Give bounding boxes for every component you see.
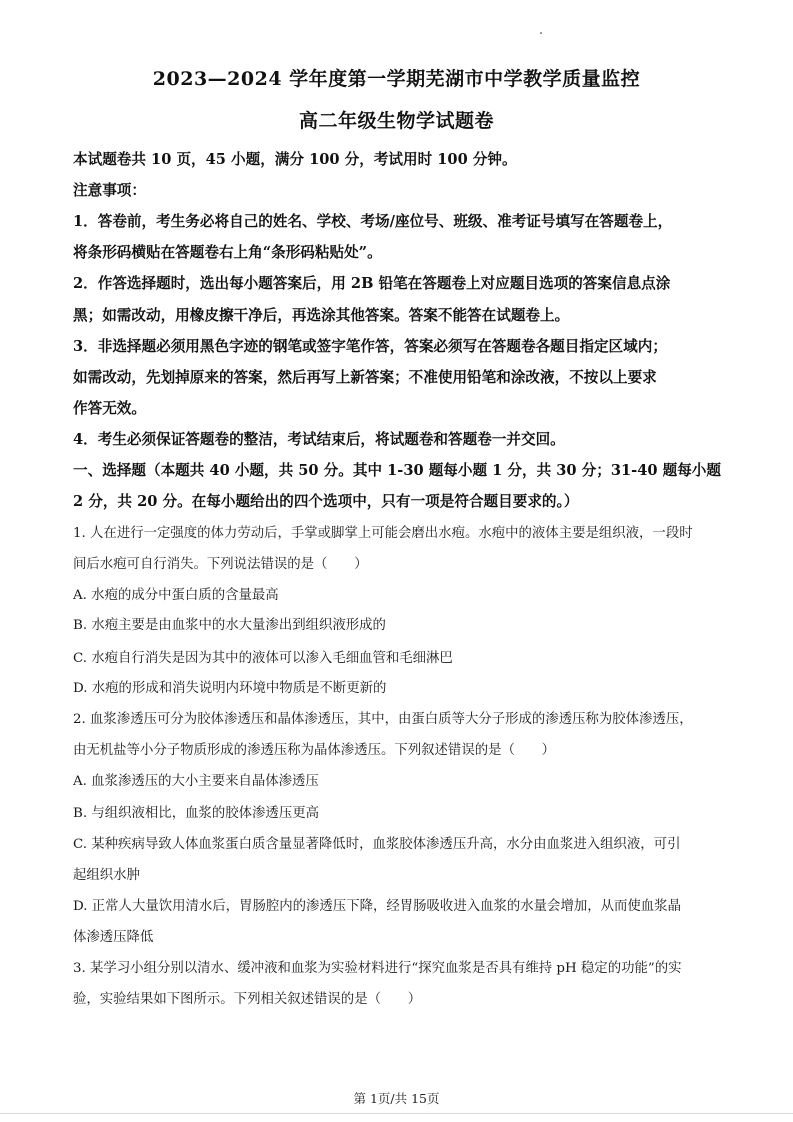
question-line: 3. 某学习小组分别以清水、缓冲液和血浆为实验材料进行“探究血浆是否具有维持 pH 稳定的功能”的实 [73, 961, 682, 976]
question-line: 间后水疱可自行消失。下列说法错误的是（ ） [73, 557, 368, 572]
notice-line: 4．考生必须保证答题卷的整洁，考试结束后，将试题卷和答题卷一并交回。 [73, 431, 565, 448]
exam-subtitle: 高二年级生物学试题卷 [298, 110, 494, 132]
option-line: 体渗透压降低 [73, 930, 154, 945]
scan-speck [540, 32, 542, 34]
option-line: 起组织水肿 [73, 868, 140, 883]
option-line: D. 正常人大量饮用清水后，胃肠腔内的渗透压下降，经胃肠吸收进入血浆的水量会增加，从而使血浆晶 [73, 899, 681, 914]
exam-title: 2023—2024 学年度第一学期芜湖市中学教学质量监控 [152, 68, 641, 90]
option-line: D. 水疱的形成和消失说明内环境中物质是不断更新的 [73, 681, 387, 696]
footer-divider [0, 1113, 793, 1114]
question-line: 验，实验结果如下图所示。下列相关叙述错误的是（ ） [73, 992, 422, 1007]
option-line: C. 水疱自行消失是因为其中的液体可以渗入毛细血管和毛细淋巴 [73, 651, 453, 666]
notice-line: 将条形码横贴在答题卷右上角“条形码粘贴处”。 [73, 244, 382, 261]
notice-line: 作答无效。 [73, 400, 146, 417]
question-line: 由无机盐等小分子物质形成的渗透压称为晶体渗透压。下列叙述错误的是（ ） [73, 743, 556, 758]
notice-line: 如需改动，先划掉原来的答案，然后再写上新答案；不准使用铅笔和涂改液，不按以上要求 [73, 369, 657, 386]
notice-line: 1．答卷前，考生务必将自己的姓名、学校、考场/座位号、班级、准考证号填写在答题卷上， [73, 213, 673, 230]
option-line: C. 某种疾病导致人体血浆蛋白质含量显著降低时，血浆胶体渗透压升高，水分由血浆进入组织液，可引 [73, 837, 681, 852]
question-line: 1. 人在进行一定强度的体力劳动后，手掌或脚掌上可能会磨出水疱。水疱中的液体主要是组织液，一段时 [73, 526, 693, 541]
exam-intro: 本试题卷共 10 页，45 小题，满分 100 分，考试用时 100 分钟。 [73, 151, 517, 168]
page-number: 第 1页/共 15页 [353, 1091, 440, 1106]
notice-line: 2．作答选择题时，选出每小题答案后，用 2B 铅笔在答题卷上对应题目选项的答案信息点涂 [73, 275, 671, 292]
option-line: A. 血浆渗透压的大小主要来自晶体渗透压 [73, 774, 319, 789]
section-heading-line: 2 分，共 20 分。在每小题给出的四个选项中，只有一项是符合题目要求的。） [73, 493, 579, 510]
notice-line: 黑；如需改动，用橡皮擦干净后，再选涂其他答案。答案不能答在试题卷上。 [73, 307, 570, 324]
notice-heading: 注意事项： [73, 182, 146, 199]
option-line: B. 与组织液相比，血浆的胶体渗透压更高 [73, 806, 319, 821]
option-line: A. 水疱的成分中蛋白质的含量最高 [73, 588, 279, 603]
question-line: 2. 血浆渗透压可分为胶体渗透压和晶体渗透压，其中，由蛋白质等大分子形成的渗透压称为胶体渗透压， [73, 712, 693, 727]
option-line: B. 水疱主要是由血浆中的水大量渗出到组织液形成的 [73, 618, 386, 633]
section-heading-line: 一、选择题（本题共 40 小题，共 50 分。其中 1-30 题每小题 1 分，共 30 分；31-40 题每小题 [73, 462, 721, 479]
notice-line: 3．非选择题必须用黑色字迹的钢笔或签字笔作答，答案必须写在答题卷各题目指定区域内； [73, 338, 667, 355]
